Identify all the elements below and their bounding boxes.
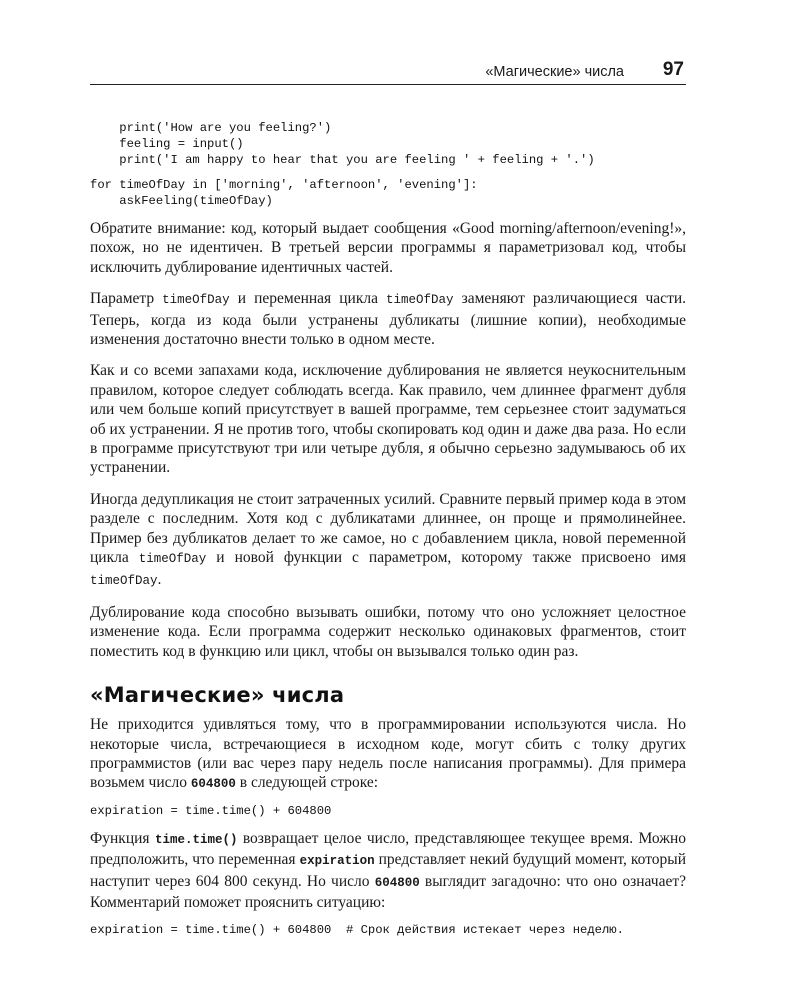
paragraph-time-function — [90, 829, 686, 913]
inline-code: expiration — [299, 854, 375, 869]
text-fragment: и новой функции с параметром, которому также присвоено имя — [206, 549, 686, 567]
code-line: print('How are you feeling?') — [90, 121, 332, 135]
paragraph-parameter — [90, 289, 686, 349]
paragraph-note-parametrized: Обратите внимание: код, который выдает сообщения «Good morning/afternoon/evening!», похож, но не идентичен. В третьей версии программы я параметризовал код, чтобы исключить дублирование идентичных частей. — [90, 220, 686, 276]
page-number: 97 — [662, 59, 684, 80]
text-fragment: и переменная цикла — [229, 290, 387, 308]
inline-code: timeOfDay — [386, 293, 454, 308]
code-line: feeling = input() — [90, 137, 244, 151]
text-fragment: Не приходится удивляться тому, что в программировании используются числа. Но некоторые числа, встречающиеся в исходном коде, могут сбить с толку других программистов (или вас через пару недель после написания программы). Для примера возьмем число — [90, 716, 686, 792]
running-header-title: «Магические» числа — [485, 64, 624, 80]
paragraph-code-smells: Как и со всеми запахами кода, исключение дублирования не является неукоснительным правилом, которое следует соблюдать всегда. Как правило, чем длиннее фрагмент дубля или чем больше копий присутствует в вашей программе, тем серьезнее стоит задуматься об их устранении. Я не против того, чтобы скопировать код один и даже два раза. Но если в программе присутствуют три или четыре дубля, я обычно серьезно задумываюсь об их устранении. — [90, 362, 686, 477]
paragraph-magic-numbers-intro — [90, 715, 686, 795]
text-fragment: . — [157, 570, 162, 588]
inline-code: 604800 — [374, 875, 420, 890]
text-fragment: выглядит загадочно: что оно означает? Комментарий поможет прояснить ситуацию: — [90, 872, 686, 911]
text-fragment: Параметр — [90, 290, 163, 308]
inline-code: 604800 — [190, 777, 236, 792]
code-block-for-loop — [90, 177, 686, 209]
code-line: askFeeling(timeOfDay) — [90, 194, 273, 208]
text-fragment: заменяют различающиеся части. Теперь, когда из кода были устранены дубликаты (лишние копии), необходимые изменения достаточно внести только в одном месте. — [90, 290, 687, 349]
page-body — [90, 120, 686, 938]
text-fragment: представляет некий будущий момент, который наступит через 604 800 секунд. Но число — [90, 851, 686, 890]
text-fragment: Иногда дедупликация не стоит затраченных усилий. Сравните первый пример кода в этом разделе с последним. Хотя код с дубликатами длиннее, он проще и прямолинейнее. Пример без дубликатов делает то же самое, но с добавлением цикла, новой переменной цикла — [90, 490, 686, 567]
inline-code: timeOfDay — [90, 573, 158, 588]
code-line: expiration = time.time() + 604800 # Срок действия истекает через неделю. — [90, 923, 624, 938]
inline-code: time.time() — [154, 832, 238, 847]
section-heading: «Магические» числа — [90, 683, 345, 708]
code-line: expiration = time.time() + 604800 — [90, 803, 332, 818]
paragraph-deduplication — [90, 490, 686, 591]
code-line: print('I am happy to hear that you are feeling ' + feeling + '.') — [90, 153, 595, 167]
inline-code: timeOfDay — [138, 552, 207, 567]
code-line: for timeOfDay in ['morning', 'afternoon', 'evening']: — [90, 178, 478, 192]
running-header — [90, 58, 686, 85]
text-fragment: в следующей строке: — [235, 774, 379, 792]
paragraph-duplication-errors: Дублирование кода способно вызывать ошибки, потому что оно усложняет целостное изменение кода. Если программа содержит несколько одинаковых фрагментов, стоит поместить код в функцию или цикл, чтобы он вызывался только один раз. — [90, 603, 686, 660]
code-block-expiration — [90, 803, 686, 819]
inline-code: timeOfDay — [162, 293, 230, 308]
code-block-expiration-commented — [90, 922, 686, 938]
code-block-askfeeling-body — [90, 120, 686, 168]
text-fragment: возвращает целое число, представляющее текущее время. Можно предположить, что переменная — [90, 829, 686, 869]
text-fragment: Функция — [90, 829, 155, 847]
